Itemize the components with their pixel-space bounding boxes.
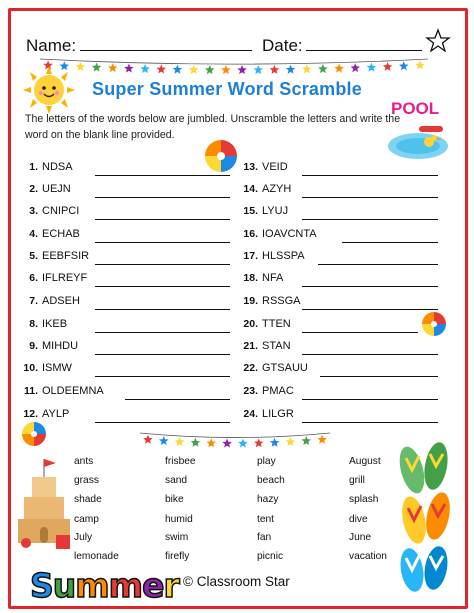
scramble-item: 12. AYLP <box>23 408 70 420</box>
word-bank-item: grill <box>349 475 365 486</box>
scramble-item: 5. EEBFSIR <box>29 250 90 262</box>
name-line[interactable] <box>80 50 252 51</box>
answer-line[interactable] <box>342 242 438 243</box>
date-line[interactable] <box>306 50 422 51</box>
answer-line[interactable] <box>302 286 438 287</box>
word-bank-item: humid <box>165 514 193 525</box>
bunting-flags-top <box>40 56 428 80</box>
page-title: Super Summer Word Scramble <box>92 79 362 99</box>
answer-line[interactable] <box>302 399 438 400</box>
word-bank-item: vacation <box>349 551 387 562</box>
bunting-flag <box>286 65 296 74</box>
scramble-item: 9. MIHDU <box>29 340 79 352</box>
bunting-flag <box>205 65 215 74</box>
answer-line[interactable] <box>95 219 230 220</box>
answer-line[interactable] <box>95 422 230 423</box>
bunting-flag <box>237 65 247 74</box>
bunting-flag <box>222 439 232 448</box>
bunting-flag <box>286 437 296 446</box>
word-bank-item: picnic <box>257 551 284 562</box>
flip-flops-icon <box>394 440 460 600</box>
answer-line[interactable] <box>302 219 438 220</box>
scramble-item: 18. NFA <box>243 272 284 284</box>
scramble-item: 2. UEJN <box>29 183 71 195</box>
summer-logo-letter: S <box>30 566 53 605</box>
answer-line[interactable] <box>95 309 230 310</box>
scramble-item: 8. IKEB <box>29 318 68 330</box>
word-bank-item: beach <box>257 475 285 486</box>
word-bank-item: firefly <box>165 551 190 562</box>
scramble-item: 19. RSSGA <box>243 295 301 307</box>
bunting-flag <box>367 63 377 72</box>
star-outline-icon <box>425 28 451 52</box>
word-bank-item: tent <box>257 514 274 525</box>
bunting-flag <box>415 60 425 69</box>
word-bank-item: June <box>349 532 372 543</box>
scramble-item: 20. TTEN <box>243 318 291 330</box>
answer-line[interactable] <box>95 332 230 333</box>
word-bank-item: shade <box>74 494 102 505</box>
summer-logo <box>30 566 179 605</box>
answer-line[interactable] <box>302 197 438 198</box>
summer-logo-letter: m <box>75 566 109 605</box>
bunting-flag <box>302 64 312 73</box>
bunting-flag <box>334 64 344 73</box>
word-bank-item: bike <box>165 494 184 505</box>
date-label: Date: <box>262 36 303 55</box>
answer-line[interactable] <box>302 354 438 355</box>
word-bank-item: ants <box>74 456 94 467</box>
bunting-flag <box>351 63 361 72</box>
scramble-item: 14. AZYH <box>243 183 292 195</box>
word-bank-item: hazy <box>257 494 279 505</box>
answer-line[interactable] <box>302 422 438 423</box>
scramble-item: 11. OLDEEMNA <box>23 385 104 397</box>
word-bank-item: camp <box>74 514 99 525</box>
pool-text: POOL <box>391 99 440 118</box>
scramble-item: 16. IOAVCNTA <box>243 228 317 240</box>
bunting-flag <box>270 65 280 74</box>
copyright-credit: © Classroom Star <box>183 574 290 589</box>
scramble-item: 23. PMAC <box>243 385 294 397</box>
scramble-item: 10. ISMW <box>23 362 72 374</box>
scramble-item: 13. VEID <box>243 161 288 173</box>
bunting-flag <box>383 62 393 71</box>
answer-line[interactable] <box>95 286 230 287</box>
summer-logo-letter: u <box>52 566 76 605</box>
word-bank-item: play <box>257 456 276 467</box>
bunting-flag <box>254 438 264 447</box>
bunting-flag <box>318 64 328 73</box>
bunting-flag <box>191 438 201 447</box>
answer-line[interactable] <box>125 399 230 400</box>
answer-line[interactable] <box>95 197 230 198</box>
bunting-flag <box>399 61 409 70</box>
bunting-flags-bottom <box>140 430 330 452</box>
word-bank-item: sand <box>165 475 188 486</box>
bunting-flag <box>270 438 280 447</box>
bunting-flag <box>317 435 327 444</box>
scramble-item: 15. LYUJ <box>243 205 289 217</box>
word-bank-item: lemonade <box>74 551 119 562</box>
bunting-flag <box>108 63 118 72</box>
scramble-item: 3. CNIPCI <box>29 205 80 217</box>
bunting-flag <box>175 437 185 446</box>
bunting-flag <box>143 435 153 444</box>
answer-line[interactable] <box>95 264 230 265</box>
scramble-item: 1. NDSA <box>29 161 73 173</box>
scramble-item: 21. STAN <box>243 340 291 352</box>
answer-line[interactable] <box>302 332 418 333</box>
summer-logo-letter: m <box>108 566 143 605</box>
answer-line[interactable] <box>302 309 438 310</box>
answer-line[interactable] <box>318 264 438 265</box>
word-bank-item: fan <box>257 532 272 543</box>
word-bank-item: swim <box>165 532 189 543</box>
answer-line[interactable] <box>302 175 438 176</box>
word-bank-item: dive <box>349 514 368 525</box>
word-bank-item: July <box>74 532 93 543</box>
scramble-item: 17. HLSSPA <box>243 250 305 262</box>
bunting-flag <box>92 63 102 72</box>
answer-line[interactable] <box>95 242 230 243</box>
bunting-flag <box>254 65 264 74</box>
answer-line[interactable] <box>95 175 230 176</box>
instructions: The letters of the words below are jumbled. Unscramble the letters and write the word on the blank line provided. <box>25 113 401 141</box>
answer-line[interactable] <box>95 354 230 355</box>
scramble-item: 22. GTSAUU <box>243 362 308 374</box>
word-bank-item: grass <box>74 475 99 486</box>
word-bank-item: frisbee <box>165 456 196 467</box>
answer-line[interactable] <box>320 376 438 377</box>
bunting-flag <box>238 439 248 448</box>
beach-ball-icon <box>20 420 48 448</box>
bunting-flag <box>221 65 231 74</box>
answer-line[interactable] <box>95 376 230 377</box>
summer-logo-letter: e <box>142 566 164 605</box>
bunting-flag <box>207 438 217 447</box>
bunting-flag <box>189 65 199 74</box>
sun-icon <box>20 64 78 116</box>
beach-ball-icon <box>420 310 448 338</box>
scramble-item: 6. IFLREYF <box>29 272 88 284</box>
scramble-item: 4. ECHAB <box>29 228 80 240</box>
sandcastle-icon <box>16 455 74 555</box>
scramble-item: 7. ADSEH <box>29 295 80 307</box>
summer-logo-letter: r <box>163 566 179 605</box>
bunting-flag <box>159 436 169 445</box>
name-label: Name: <box>26 36 77 55</box>
word-bank-item: August <box>349 456 381 467</box>
bunting-flag <box>124 64 134 73</box>
bunting-flag <box>157 64 167 73</box>
word-bank-item: splash <box>349 494 379 505</box>
bunting-flag <box>302 436 312 445</box>
bunting-flag <box>140 64 150 73</box>
bunting-flag <box>173 65 183 74</box>
scramble-item: 24. LILGR <box>243 408 294 420</box>
